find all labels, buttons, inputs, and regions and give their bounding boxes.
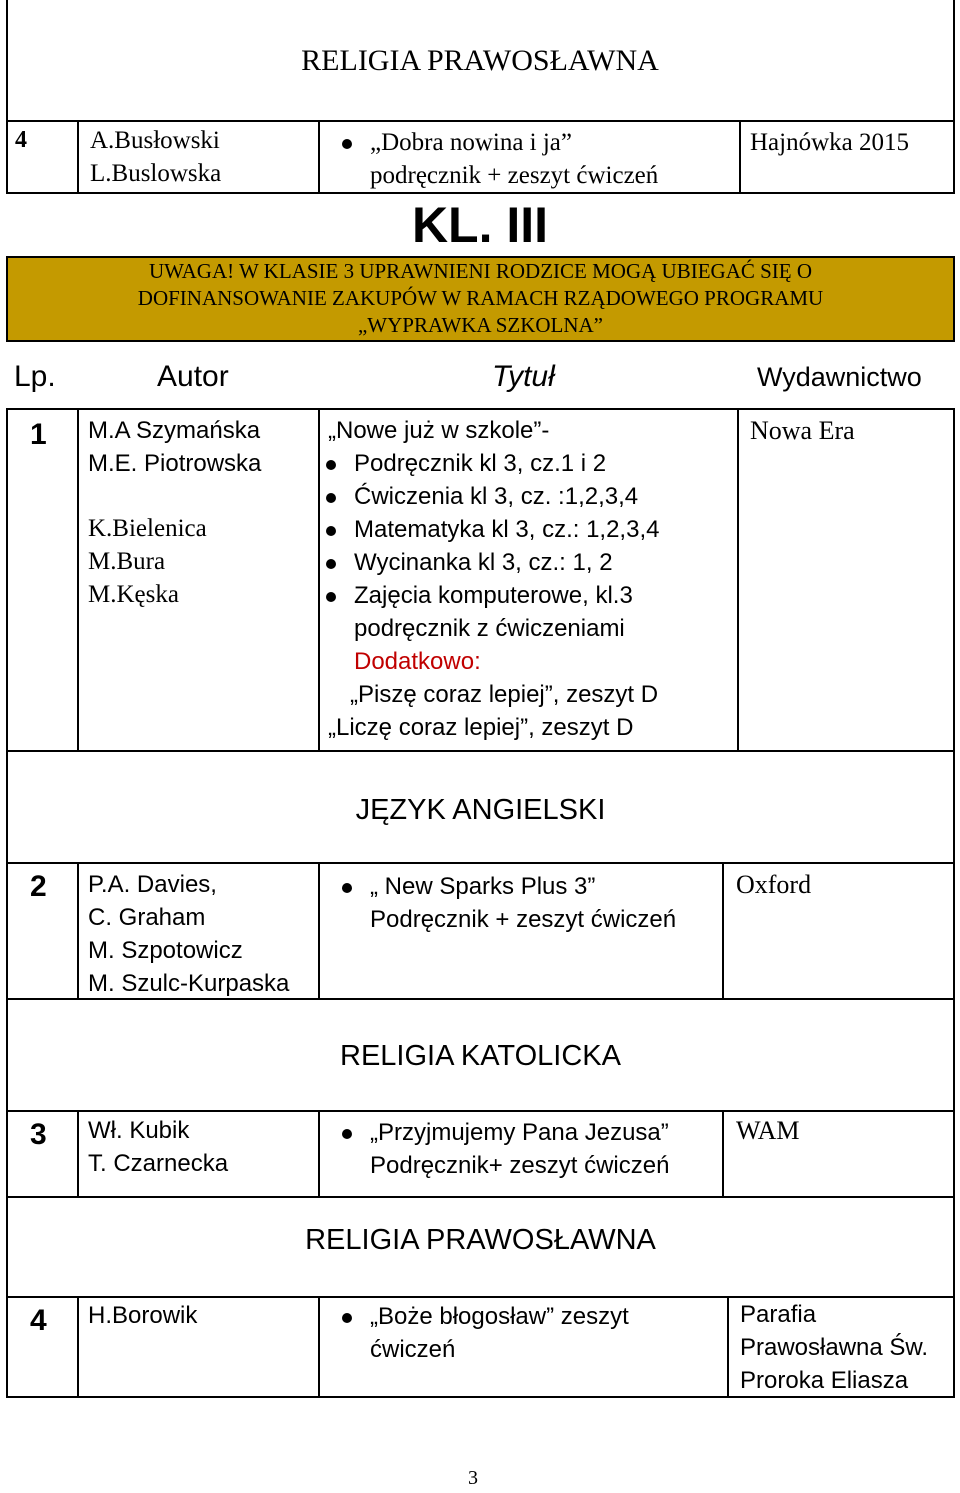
author-line: T. Czarnecka [88,1150,229,1177]
publisher-line: Proroka Eliasza [740,1367,909,1394]
author-line: C. Graham [88,904,206,931]
english-number: 2 [30,870,47,903]
page-number: 3 [468,1467,478,1489]
row1-authors-b [88,512,207,611]
top-section-heading: RELIGIA PRAWOSŁAWNA [301,44,659,77]
author-line: M.A Szymańska [88,417,261,444]
catholic-divider-3 [722,1110,724,1198]
top-row-divider-2 [318,120,320,194]
top-row-number: 4 [15,127,27,153]
orthodox-number: 4 [30,1304,47,1337]
author-line: K.Bielenica [88,515,207,542]
catholic-authors [88,1114,228,1180]
extra-item: „Liczę coraz lepiej”, zeszyt D [328,714,634,741]
english-divider-2 [318,862,320,1000]
row1-number: 1 [30,418,47,451]
bullet-item: Zajęcia komputerowe, kl.3 [322,579,659,612]
author-line: Wł. Kubik [88,1117,190,1144]
author-line: H.Borowik [88,1302,198,1329]
catholic-divider-1 [77,1110,79,1198]
english-heading: JĘZYK ANGIELSKI [355,794,606,826]
orthodox-authors [88,1299,197,1332]
title-line: „Boże błogosław” zeszyt [338,1300,629,1333]
catholic-number: 3 [30,1118,47,1151]
top-row-authors [90,124,221,190]
row1-divider-1 [77,408,79,752]
header-title: Tytuł [492,360,555,393]
title-line: „ New Sparks Plus 3” [338,870,676,903]
orthodox-heading: RELIGIA PRAWOSŁAWNA [305,1224,656,1256]
orthodox-divider-2 [318,1296,320,1398]
english-title [338,870,676,936]
catholic-heading: RELIGIA KATOLICKA [340,1040,621,1072]
english-authors [88,868,289,1000]
notice-text [6,258,955,339]
row1-divider-3 [737,408,739,752]
notice-line: DOFINANSOWANIE ZAKUPÓW W RAMACH RZĄDOWEGO PROGRAMU [137,286,824,310]
row1-title [322,414,659,744]
author-line: M.Kęska [88,581,179,608]
top-row-divider-1 [77,120,79,194]
author-line: M.E. Piotrowska [88,450,262,477]
row1-publisher: Nowa Era [750,416,855,445]
top-row-divider-3 [739,120,741,194]
title-line: podręcznik + zeszyt ćwiczeń [370,162,659,189]
row1-divider-2 [318,408,320,752]
orthodox-divider-3 [727,1296,729,1398]
notice-line: UWAGA! W KLASIE 3 UPRAWNIENI RODZICE MOGĄ UBIEGAĆ SIĘ O [148,259,813,283]
row1-authors-a [88,414,261,480]
header-lp: Lp. [14,360,56,393]
author-line: A.Busłowski [90,127,220,154]
bullet-item: Podręcznik kl 3, cz.1 i 2 [322,447,659,480]
english-divider-3 [722,862,724,1000]
author-line: L.Buslowska [90,160,222,187]
top-row-title [338,126,658,192]
title-head: „Nowe już w szkole”- [328,417,550,444]
bullet-continuation: podręcznik z ćwiczeniami [354,615,625,642]
title-line: Podręcznik + zeszyt ćwiczeń [370,906,677,933]
orthodox-publisher [740,1298,928,1397]
author-line: M. Szulc-Kurpaska [88,970,290,997]
bullet-item: Wycinanka kl 3, cz.: 1, 2 [322,546,659,579]
author-line: M.Bura [88,548,166,575]
english-divider-1 [77,862,79,1000]
publisher-line: Parafia [740,1301,817,1328]
bullet-item: Ćwiczenia kl 3, cz. :1,2,3,4 [322,480,659,513]
title-line: Podręcznik+ zeszyt ćwiczeń [370,1152,670,1179]
title-line: ćwiczeń [370,1336,456,1363]
notice-line: „WYPRAWKA SZKOLNA” [357,313,604,337]
catholic-divider-2 [318,1110,320,1198]
header-publisher: Wydawnictwo [757,362,922,392]
top-row-publisher: Hajnówka 2015 [750,129,909,156]
catholic-title [338,1116,669,1182]
author-line: P.A. Davies, [88,871,217,898]
header-author: Autor [157,360,229,393]
orthodox-title [338,1300,629,1366]
catholic-publisher: WAM [736,1116,800,1145]
publisher-line: Prawosławna Św. [740,1334,929,1361]
extra-item: „Piszę coraz lepiej”, zeszyt D [350,681,659,708]
english-publisher: Oxford [736,870,812,899]
extra-label: Dodatkowo: [354,648,481,675]
author-line: M. Szpotowicz [88,937,243,964]
title-line: „Dobra nowina i ja” [338,126,658,159]
title-line: „Przyjmujemy Pana Jezusa” [338,1116,669,1149]
orthodox-divider-1 [77,1296,79,1398]
bullet-item: Matematyka kl 3, cz.: 1,2,3,4 [322,513,659,546]
class-heading: KL. III [411,197,549,253]
